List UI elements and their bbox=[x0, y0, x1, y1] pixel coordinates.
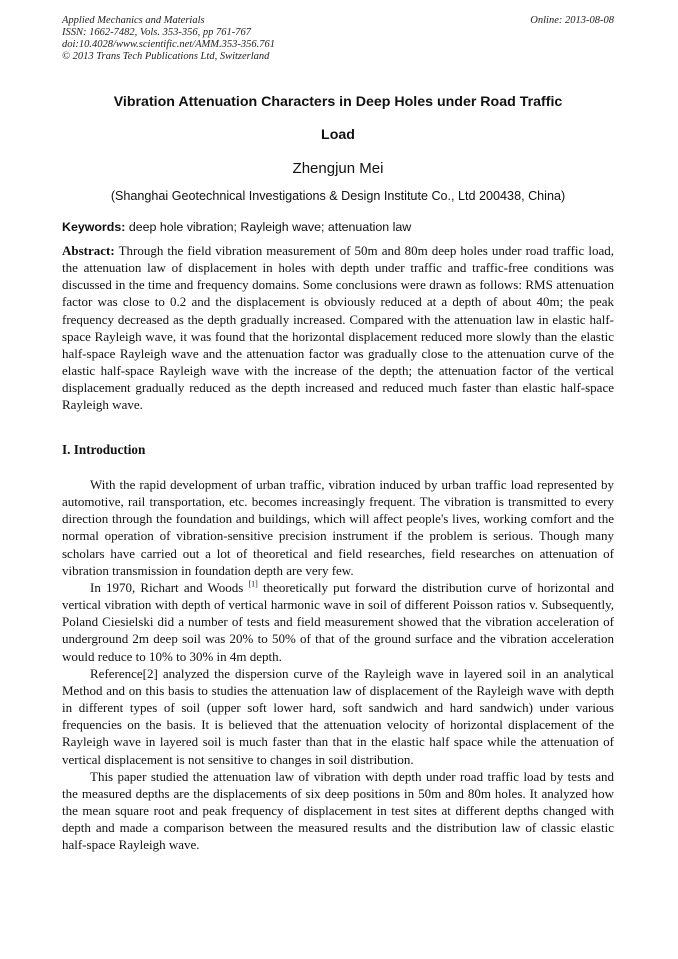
issn-line: ISSN: 1662-7482, Vols. 353-356, pp 761-767 bbox=[62, 27, 251, 38]
citation-ref-1[interactable]: [1] bbox=[248, 579, 258, 589]
abstract-label: Abstract: bbox=[62, 243, 115, 258]
intro-paragraph-2-start: In 1970, Richart and Woods bbox=[90, 579, 249, 595]
section-heading-introduction: I. Introduction bbox=[62, 442, 146, 457]
intro-paragraph-4: This paper studied the attenuation law of vibration with depth under road traffic load by tests and the measured depths are the displacements of six deep positions in 50m and 80m holes. It analyzed how the mean square root and peak frequency of displacement in test sites at different depths changed with depth and made a comparison between the measured results and the distribution law of classic elastic half-space Rayleigh wave. bbox=[62, 768, 614, 853]
introduction-body bbox=[62, 476, 614, 853]
keywords-label: Keywords: bbox=[62, 220, 126, 234]
keywords bbox=[62, 219, 614, 235]
intro-paragraph-1: With the rapid development of urban traffic, vibration induced by urban traffic load represented by automotive, rail transportation, etc. becomes increasingly frequent. The vibration is transmitted to every direction through the foundation and buildings, which will affect people's lives, working comfort and the normal operation of vibration-sensitive precision instrument if the problem is serious. Though many scholars have carried out a lot of theoretical and field researches, field researches on attenuation of vibration transmission in foundation depth are very few. bbox=[62, 477, 614, 578]
journal-header bbox=[62, 15, 614, 63]
intro-paragraph-3: Reference[2] analyzed the dispersion curve of the Rayleigh wave in layered soil in an analytical Method and on this basis to studies the attenuation law of displacement of the Rayleigh wave with depth in different types of soil (upper soft lower hard, soft sandwich and hard sandwich) under various frequencies on the basis. It is believed that the attenuation velocity of horizontal displacement of the Rayleigh wave in layered soil is much faster than that in the elastic half space while the attenuation of vertical displacement is not sensitive to changes in soil distribution. bbox=[62, 665, 614, 767]
intro-paragraph-2-rest: theoretically put forward the distribution curve of horizontal and vertical vibration with depth of vertical harmonic wave in soil of different Poisson ratios v. Subsequently, Poland Ciesielski did a number of tests and field measurement showed that the vibration acceleration of underground 2m deep soil was 20% to 50% of that of the ground surface and the vibration acceleration would reduce to 10% to 30% in 4m depth. bbox=[62, 579, 614, 664]
abstract bbox=[62, 242, 614, 414]
online-date: Online: 2013-08-08 bbox=[530, 15, 614, 26]
abstract-text: Through the field vibration measurement of 50m and 80m deep holes under road traffic load, the attenuation law of displacement in holes with depth under traffic and traffic-free conditions was discussed in the time and frequency domains. Some conclusions were drawn as follows: RMS attenuation factor was close to 0.2 and the displacement is obviously reduced at a depth of about 40m; the peak frequency decreased as the depth gradually increased. Compared with the attenuation law in elastic half-space Rayleigh wave, it was found that the horizontal displacement reduced more slowly than the elastic half-space Rayleigh wave and the attenuation factor was gradually close to the attenuation curve of the elastic half-space Rayleigh wave with the increase of the depth; the attenuation factor of the vertical displacement gradually reduced as the depth increased and reduced much faster than elastic half-space Rayleigh wave. bbox=[62, 243, 614, 413]
doi-line: doi:10.4028/www.scientific.net/AMM.353-356.761 bbox=[62, 39, 275, 50]
affiliation: (Shanghai Geotechnical Investigations & Design Institute Co., Ltd 200438, China) bbox=[110, 189, 566, 203]
paper-title-line-1: Vibration Attenuation Characters in Deep Holes under Road Traffic bbox=[113, 94, 563, 110]
paper-title-line-2: Load bbox=[321, 127, 355, 143]
intro-paragraph-2 bbox=[62, 579, 614, 665]
copyright-line: © 2013 Trans Tech Publications Ltd, Switzerland bbox=[62, 51, 270, 62]
keywords-text: deep hole vibration; Rayleigh wave; attenuation law bbox=[128, 220, 412, 234]
journal-name: Applied Mechanics and Materials bbox=[62, 15, 205, 26]
author-name: Zhengjun Mei bbox=[292, 160, 384, 177]
